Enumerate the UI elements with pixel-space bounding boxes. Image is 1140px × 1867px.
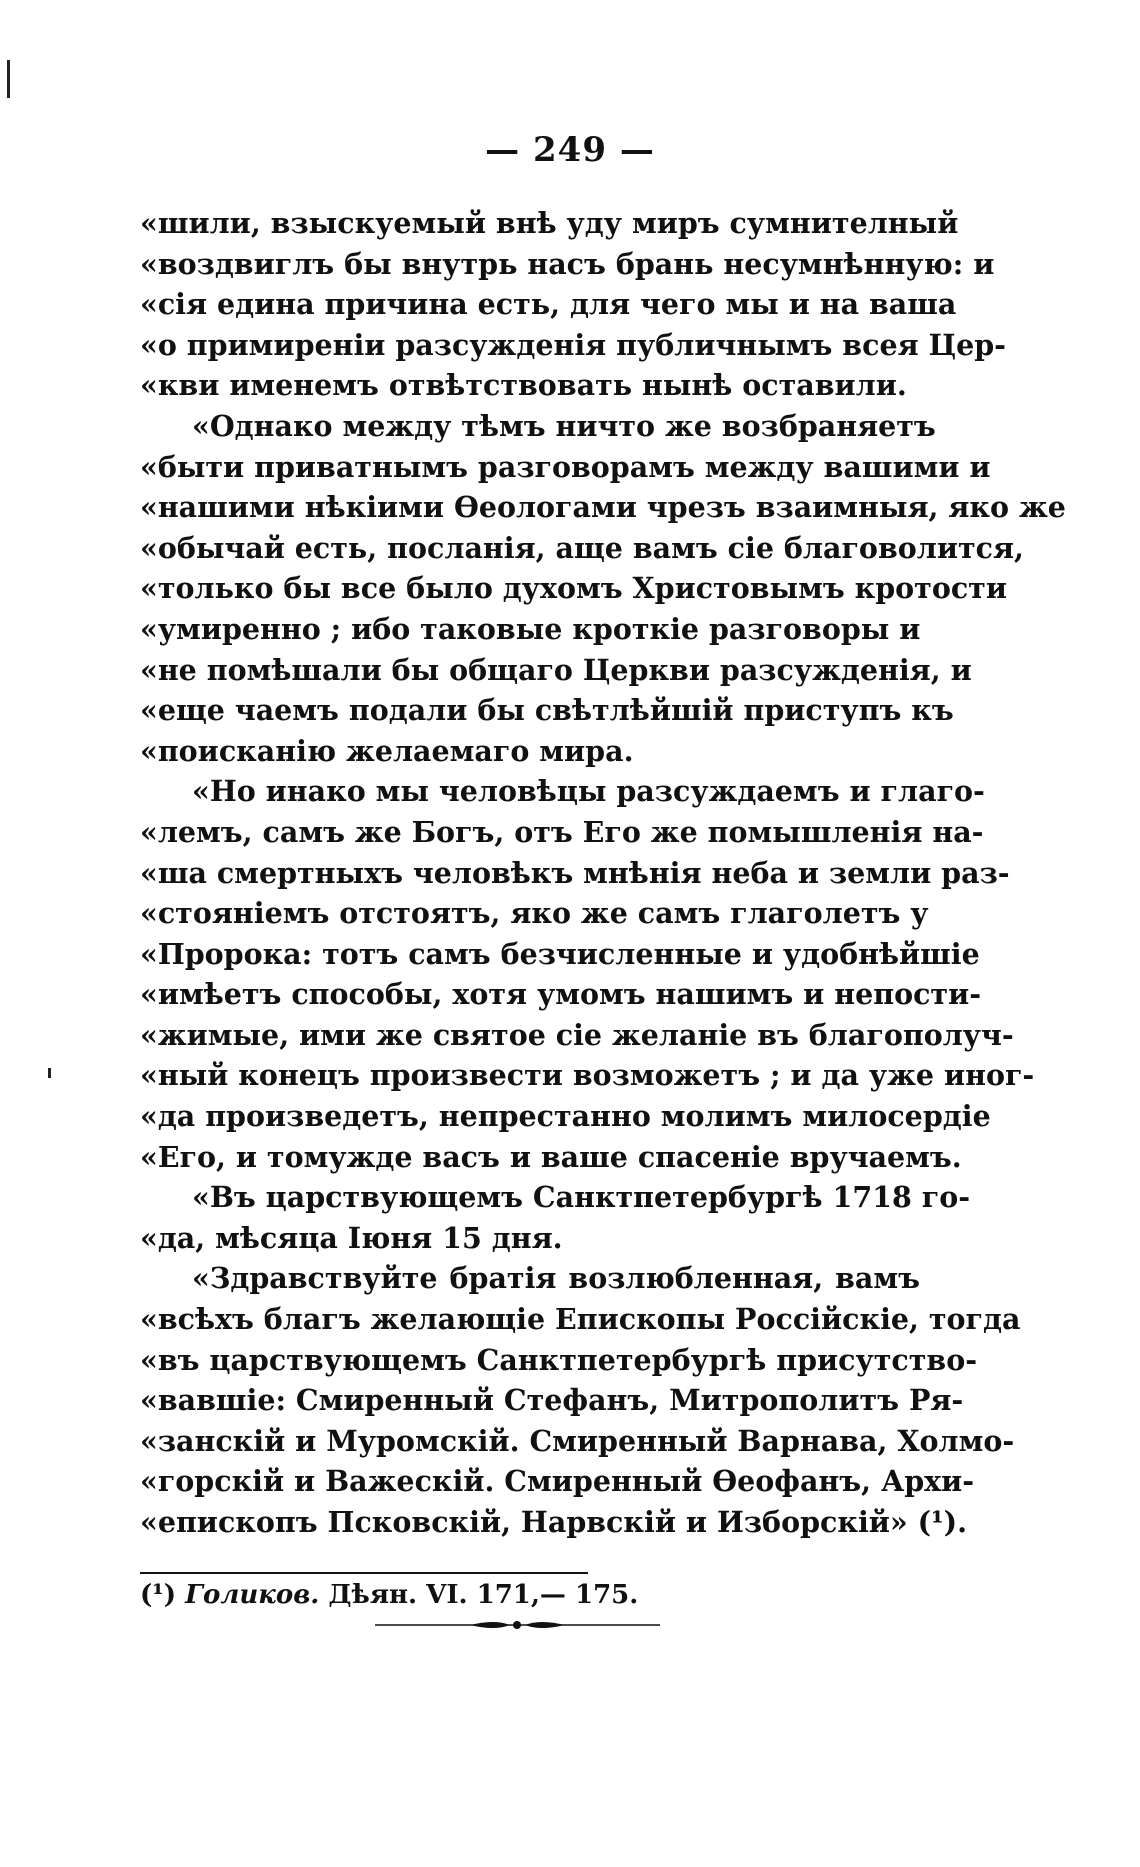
closing-ornament xyxy=(375,1618,660,1632)
text-line: «Пророка: тотъ самъ безчисленные и удобнѣйшіе xyxy=(140,936,980,971)
text-line: «занскій и Муромскій. Смиренный Варнава, Холмо- xyxy=(140,1423,1015,1458)
text-line: «не помѣшали бы общаго Церкви разсужденія, и xyxy=(140,652,972,687)
text-line: «быти приватнымъ разговорамъ между вашими и xyxy=(140,449,991,484)
text-line: «лемъ, самъ же Богъ, отъ Его же помышленія на- xyxy=(140,814,984,849)
text-line: «въ царствующемъ Санктпетербургѣ присутство- xyxy=(140,1342,978,1377)
text-line: «умиренно ; ибо таковые кроткіе разговоры и xyxy=(140,611,921,646)
footnote-marker: (¹) xyxy=(140,1580,176,1610)
text-line: «Его, и томужде васъ и ваше спасеніе вручаемъ. xyxy=(140,1139,962,1174)
paragraph-start-line: «Здравствуйте братія возлюбленная, вамъ xyxy=(192,1261,920,1296)
footnote-source: Голиков. xyxy=(185,1580,320,1610)
text-line: «кви именемъ отвѣтствовать нынѣ оставили. xyxy=(140,368,907,403)
text-line: «только бы все было духомъ Христовымъ кротости xyxy=(140,571,1007,606)
text-line: «вавшіе: Смиренный Стефанъ, Митрополитъ Ря- xyxy=(140,1383,964,1418)
text-line: «шили, взыскуемый внѣ уду миръ сумнителный xyxy=(140,206,959,240)
footnote-rule xyxy=(140,1572,588,1574)
scan-edge-mark xyxy=(7,60,10,98)
text-line: «да, мѣсяца Іюня 15 дня. xyxy=(140,1220,563,1255)
text-line: «имѣетъ способы, хотя умомъ нашимъ и непости- xyxy=(140,977,982,1012)
paragraph-start-line: «Но инако мы человѣцы разсуждаемъ и глаго- xyxy=(192,774,985,809)
text-line: «о примиреніи разсужденія публичнымъ всея Цер- xyxy=(140,327,1006,362)
paragraph-start-line: «Въ царствующемъ Санктпетербургѣ 1718 го- xyxy=(192,1180,971,1215)
text-line: «ный конецъ произвести возможетъ ; и да уже иног- xyxy=(140,1058,1035,1093)
text-line: «стояніемъ отстоятъ, яко же самъ глаголетъ у xyxy=(140,896,929,931)
text-line: «обычай есть, посланія, аще вамъ сіе благоволится, xyxy=(140,530,1024,565)
body-text xyxy=(140,203,1066,1543)
text-line: «всѣхъ благъ желающіе Епископы Россійскіе, тогда xyxy=(140,1302,1021,1337)
footnote xyxy=(140,1580,638,1610)
text-line: «поисканію желаемаго мира. xyxy=(140,733,634,768)
text-line: «жимые, ими же святое сіе желаніе въ благополуч- xyxy=(140,1017,1014,1052)
text-line: «епископъ Псковскій, Нарвскій и Изборскій» (¹). xyxy=(140,1505,968,1539)
text-line: «сія едина причина есть, для чего мы и на ваша xyxy=(140,287,957,322)
text-line: «да произведетъ, непрестанно молимъ милосердіе xyxy=(140,1099,991,1134)
text-line: «горскій и Важескій. Смиренный Ѳеофанъ, Архи- xyxy=(140,1464,975,1499)
text-line: «еще чаемъ подали бы свѣтлѣйшій приступъ къ xyxy=(140,693,954,728)
text-line: «ша смертныхъ человѣкъ мнѣнія неба и земли раз- xyxy=(140,855,1010,890)
paragraph-start-line: «Однако между тѣмъ ничто же возбраняетъ xyxy=(192,408,936,443)
scan-speck xyxy=(48,1068,51,1078)
page-number: — 249 — xyxy=(485,130,655,170)
text-line: «нашими нѣкіими Ѳеологами чрезъ взаимныя, яко же xyxy=(140,490,1066,525)
footnote-reference: Дѣян. VI. 171,— 175. xyxy=(328,1580,639,1610)
text-line: «воздвиглъ бы внутрь насъ брань несумнѣнную: и xyxy=(140,246,995,281)
